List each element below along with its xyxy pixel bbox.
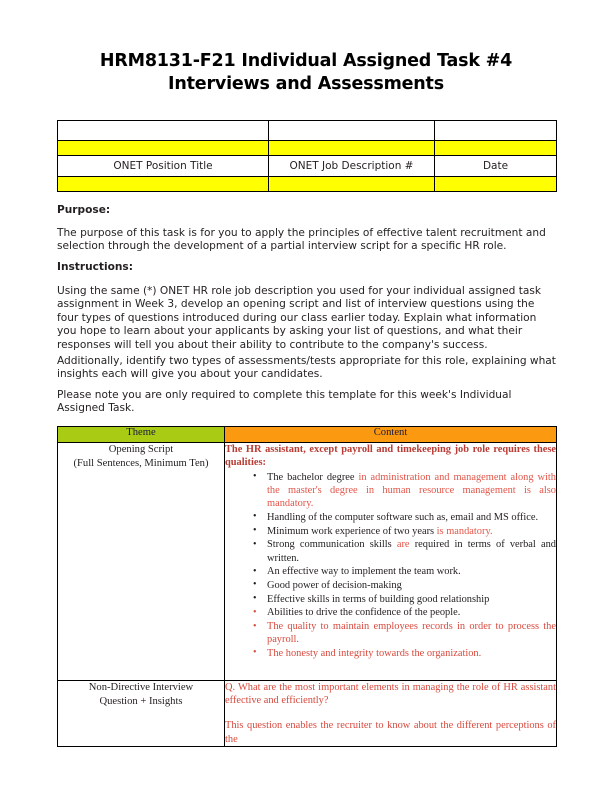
theme-subtitle: Question + Insights [99, 695, 183, 707]
info-cell-blank-date[interactable] [435, 121, 557, 141]
text-run: Good power of decision-making [267, 579, 402, 591]
text-run: Effective skills in terms of building good relationship [267, 593, 490, 605]
table-header-row [58, 427, 557, 443]
theme-cell-non-directive [58, 681, 225, 747]
instructions-text: Using the same (*) ONET HR role job description you used for your individual assigned task assignment in Week 3, develop an opening script and list of interview questions using the four types of questions introduced during our class earlier today. Explain what information you hope to learn about your applicants by asking your list of questions, and what their responses will tell you about their ability to contribute to the company's success. [57, 285, 542, 351]
list-item [253, 620, 556, 646]
info-cell-blank-jobdesc[interactable] [269, 121, 435, 141]
text-run: An effective way to implement the team work. [267, 566, 461, 578]
info-cell-highlight-position[interactable] [58, 141, 269, 156]
text-run: required in terms of verbal and written. [267, 539, 556, 564]
table-row [58, 141, 557, 156]
list-item [253, 565, 556, 578]
theme-title: Opening Script [108, 444, 174, 455]
column-header-theme: Theme [58, 427, 225, 443]
additional-assessments-text: Additionally, identify two types of assessments/tests appropriate for this role, explaining what insights each will give you about your candidates. [57, 355, 556, 381]
theme-subtitle: (Full Sentences, Minimum Ten) [73, 457, 209, 469]
page-title-line-2: Interviews and Assessments [168, 74, 444, 94]
inserted-text-run: The honesty and integrity towards the organization. [267, 647, 482, 659]
list-item [253, 511, 556, 524]
list-item [253, 471, 556, 511]
content-cell-opening-script[interactable] [225, 443, 557, 681]
list-item [253, 525, 556, 538]
content-cell-non-directive[interactable] [225, 681, 557, 747]
content-lead-in: The HR assistant, except payroll and timekeeping job role requires these qualities: [225, 444, 556, 469]
info-cell-answer-position[interactable] [58, 177, 269, 192]
column-header-content: Content [225, 427, 557, 443]
list-item [253, 593, 556, 606]
info-cell-blank-position[interactable] [58, 121, 269, 141]
inserted-text-run: The quality to maintain employees records in order to process the payroll. [267, 621, 556, 646]
info-cell-highlight-date[interactable] [435, 141, 557, 156]
table-row [58, 177, 557, 192]
table-row [58, 121, 557, 141]
table-row [58, 443, 557, 681]
info-cell-highlight-jobdesc[interactable] [269, 141, 435, 156]
theme-cell-opening-script [58, 443, 225, 681]
template-note-text: Please note you are only required to complete this template for this week's Individual Assigned Task. [57, 389, 512, 415]
inserted-text-run: are [396, 539, 415, 551]
list-item [253, 606, 556, 619]
text-run: Minimum work experience of two years [267, 525, 437, 537]
info-cell-answer-jobdesc[interactable] [269, 177, 435, 192]
theme-content-table [57, 426, 557, 747]
list-item [253, 538, 556, 564]
table-row [58, 681, 557, 747]
page-title-line-1: HRM8131-F21 Individual Assigned Task #4 [99, 51, 513, 71]
interview-insight: This question enables the recruiter to know about the different perceptions of the [225, 720, 556, 745]
interview-question: Q. What are the most important elements in managing the role of HR assistant effective and efficiently? [225, 682, 556, 707]
list-item [253, 647, 556, 660]
info-header-date: Date [435, 156, 557, 177]
info-header-position-title: ONET Position Title [58, 156, 269, 177]
instructions-heading: Instructions: [57, 261, 133, 273]
inserted-text-run: is mandatory. [436, 525, 493, 537]
info-header-job-description: ONET Job Description # [269, 156, 435, 177]
purpose-heading: Purpose: [57, 204, 111, 216]
onet-info-table [57, 120, 557, 192]
info-cell-answer-date[interactable] [435, 177, 557, 192]
purpose-text: The purpose of this task is for you to apply the principles of effective talent recruitment and selection through the development of a partial interview script for a specific HR role. [57, 227, 546, 253]
text-run: The bachelor degree [267, 471, 359, 483]
list-item [253, 579, 556, 592]
table-row [58, 156, 557, 177]
text-run: Abilities to drive the confidence of the people. [267, 607, 461, 619]
text-run: Strong communication skills [267, 539, 397, 551]
qualities-bullet-list [225, 471, 556, 660]
inserted-text-run: in administration and management along with the master's degree in human resource management is also mandatory. [267, 471, 556, 510]
page-title [56, 50, 556, 96]
theme-title: Non-Directive Interview [88, 682, 194, 693]
text-run: Handling of the computer software such as, email and MS office. [267, 511, 539, 523]
